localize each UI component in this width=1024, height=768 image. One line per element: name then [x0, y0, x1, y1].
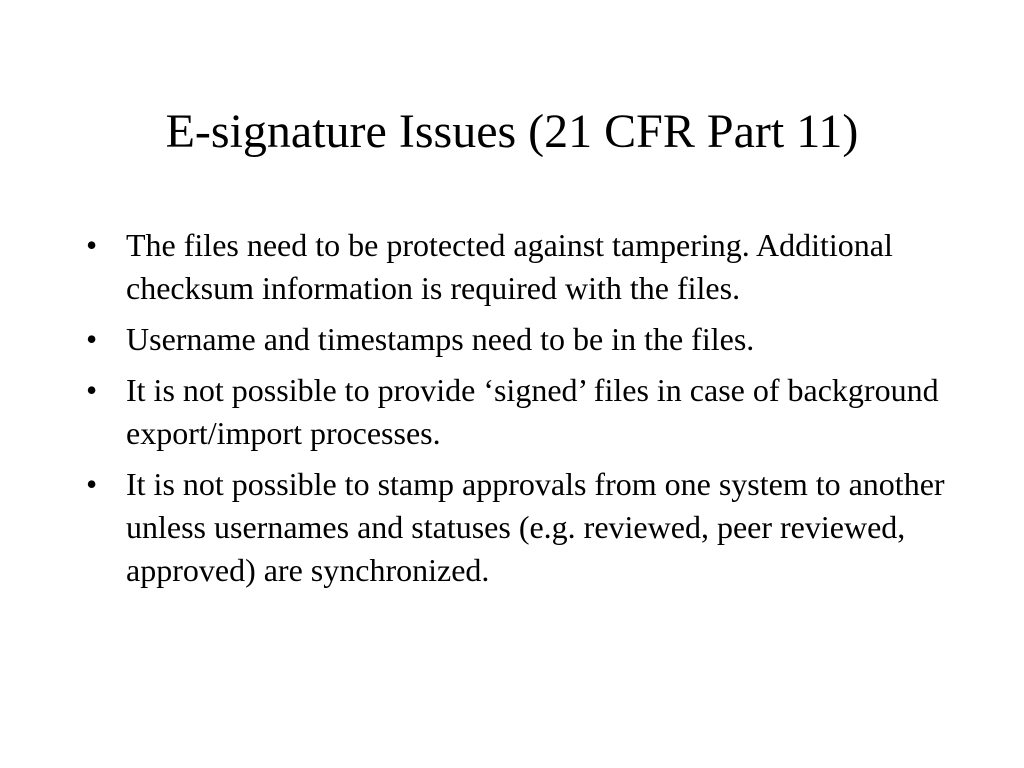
bullet-text: Username and timestamps need to be in the files.	[126, 321, 755, 357]
bullet-item-approval-stamping	[86, 463, 946, 592]
bullet-marker: •	[86, 466, 98, 502]
bullet-marker: •	[86, 372, 98, 408]
bullet-list	[86, 224, 946, 600]
bullet-text: It is not possible to stamp approvals from one system to another unless usernames and statuses (e.g. reviewed, peer reviewed, approved) are synchronized.	[126, 466, 945, 588]
bullet-text: It is not possible to provide ‘signed’ files in case of background export/import processes.	[126, 372, 939, 451]
bullet-item-signed-files	[86, 369, 946, 455]
slide-title: E-signature Issues (21 CFR Part 11)	[165, 105, 859, 158]
bullet-marker: •	[86, 227, 98, 263]
bullet-item-username-timestamps	[86, 318, 946, 361]
bullet-item-tamper-protection	[86, 224, 946, 310]
bullet-text: The files need to be protected against tampering. Additional checksum information is required with the files.	[126, 227, 893, 306]
bullet-marker: •	[86, 321, 98, 357]
